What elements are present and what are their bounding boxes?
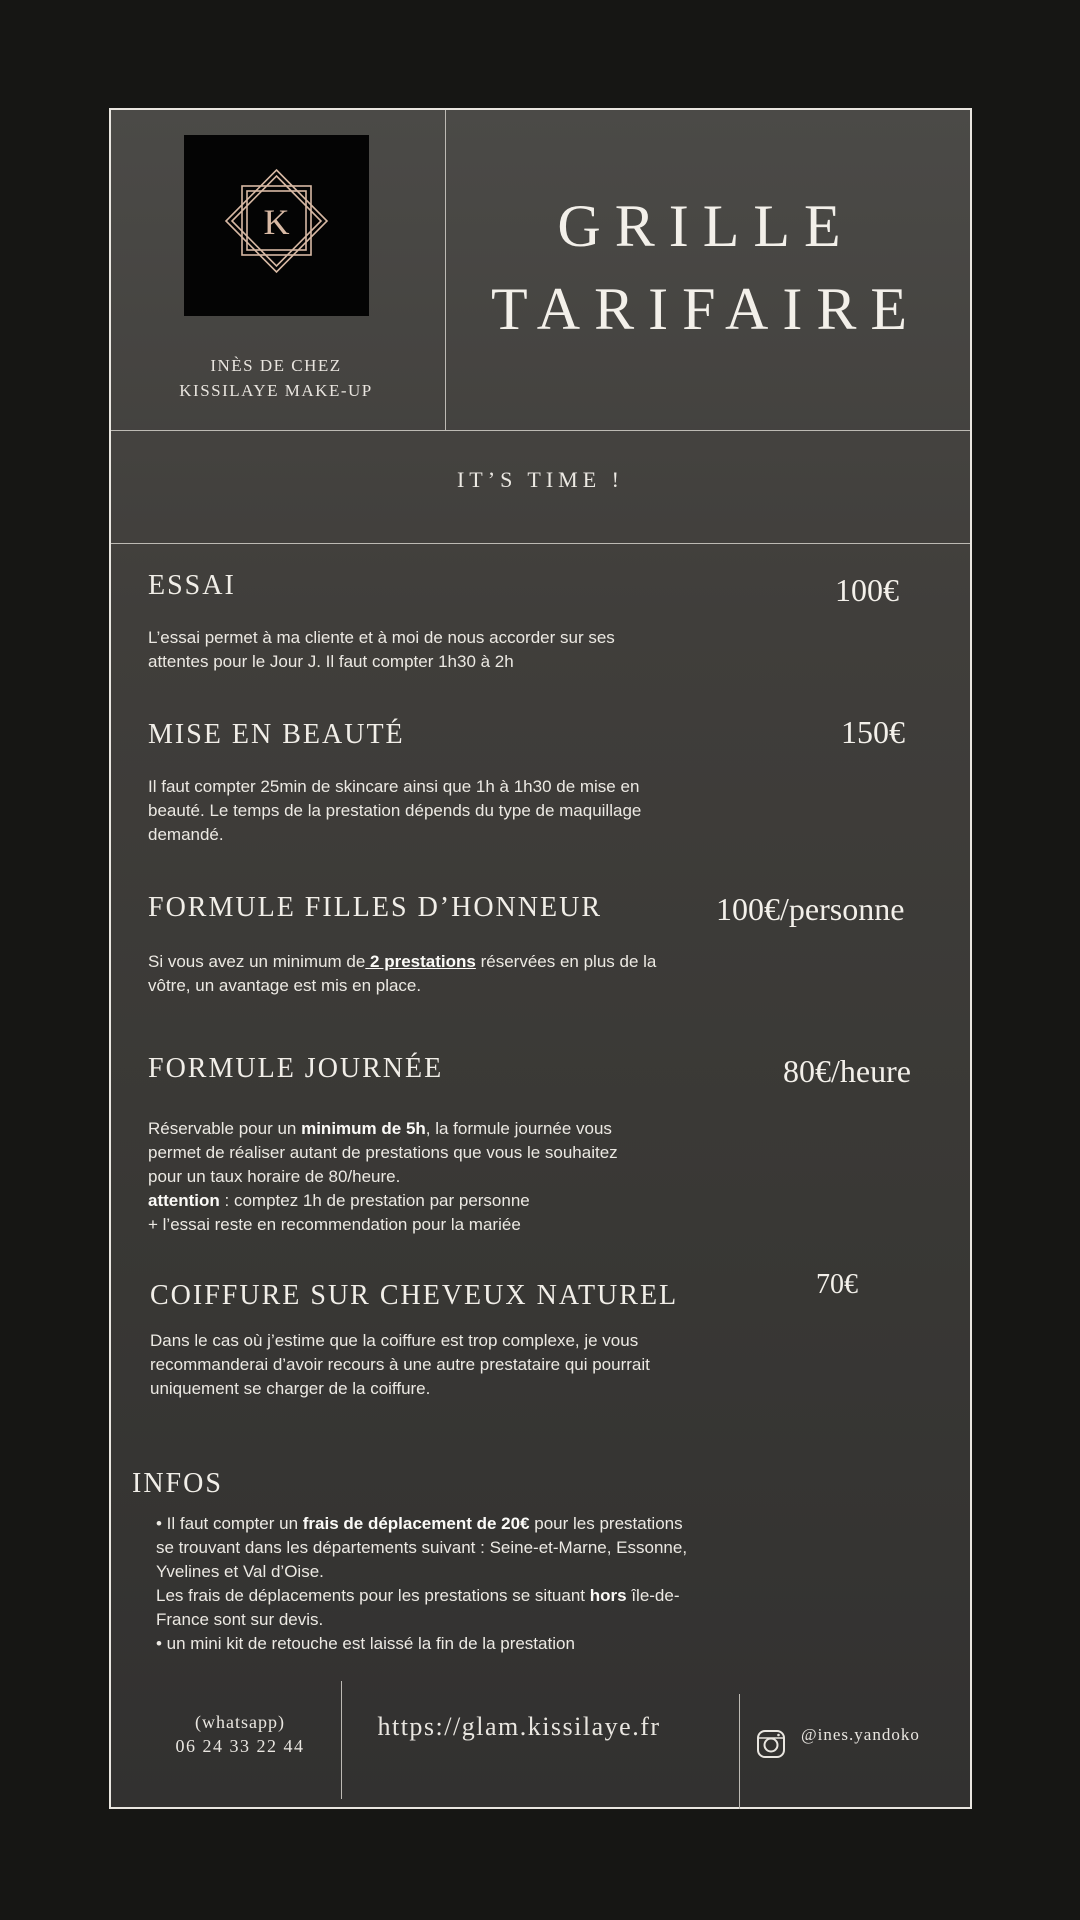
desc-line: vôtre, un avantage est mis en place. bbox=[148, 976, 422, 995]
desc-bold: frais de déplacement de 20€ bbox=[302, 1514, 530, 1533]
desc-bold: hors bbox=[589, 1586, 627, 1605]
instagram-icon[interactable] bbox=[756, 1729, 786, 1759]
service-title-coiffure: COIFFURE SUR CHEVEUX NATUREL bbox=[150, 1280, 679, 1311]
desc-text: , la formule journée vous bbox=[425, 1119, 612, 1138]
desc-line: recommanderai d’avoir recours à une autre prestataire qui pourrait bbox=[150, 1355, 650, 1374]
service-price-coiffure: 70€ bbox=[816, 1269, 858, 1300]
desc-line bbox=[148, 950, 656, 974]
desc-text: réservées en plus de la bbox=[475, 952, 657, 971]
desc-line bbox=[148, 1189, 618, 1213]
brand-line-2: KISSILAYE MAKE-UP bbox=[179, 381, 373, 400]
desc-line: uniquement se charger de la coiffure. bbox=[150, 1379, 431, 1398]
desc-bold: minimum de 5h bbox=[301, 1119, 426, 1138]
desc-line: • un mini kit de retouche est laissé la fin de la prestation bbox=[156, 1634, 575, 1653]
desc-text: Si vous avez un minimum de bbox=[148, 952, 366, 971]
desc-line: se trouvant dans les départements suivant : Seine-et-Marne, Essonne, bbox=[156, 1538, 688, 1557]
service-desc-mise-en-beaute bbox=[148, 775, 641, 847]
service-desc-essai bbox=[148, 626, 615, 674]
desc-line: L’essai permet à ma cliente et à moi de nous accorder sur ses bbox=[148, 628, 615, 647]
infos-text bbox=[156, 1512, 687, 1656]
tagline: IT’S TIME ! bbox=[456, 467, 625, 492]
price-list-card bbox=[109, 108, 972, 1809]
desc-line: Il faut compter 25min de skincare ainsi que 1h à 1h30 de mise en bbox=[148, 777, 640, 796]
service-desc-coiffure bbox=[150, 1329, 650, 1401]
instagram-handle[interactable]: @ines.yandoko bbox=[801, 1725, 920, 1744]
desc-bold: attention bbox=[148, 1191, 220, 1210]
desc-line: demandé. bbox=[148, 825, 224, 844]
brand-line-1: INÈS DE CHEZ bbox=[210, 356, 342, 375]
brand-logo bbox=[184, 135, 369, 316]
desc-text: Réservable pour un bbox=[148, 1119, 302, 1138]
title-line-1: GRILLE bbox=[557, 193, 855, 259]
desc-line: France sont sur devis. bbox=[156, 1610, 324, 1629]
desc-highlight: 2 prestations bbox=[365, 952, 476, 971]
divider bbox=[111, 430, 970, 431]
desc-text: • Il faut compter un bbox=[156, 1514, 303, 1533]
service-desc-formule-journee bbox=[148, 1117, 618, 1237]
desc-line bbox=[156, 1512, 687, 1536]
desc-line: pour un taux horaire de 80/heure. bbox=[148, 1167, 401, 1186]
service-desc-filles-honneur bbox=[148, 950, 656, 998]
service-title-formule-journee: FORMULE JOURNÉE bbox=[148, 1053, 444, 1084]
service-title-mise-en-beaute: MISE EN BEAUTÉ bbox=[148, 719, 405, 750]
desc-line: Dans le cas où j’estime que la coiffure est trop complexe, je vous bbox=[150, 1331, 639, 1350]
website-link[interactable]: https://glam.kissilaye.fr bbox=[377, 1712, 661, 1741]
service-title-filles-honneur: FORMULE FILLES D’HONNEUR bbox=[148, 892, 602, 923]
service-price-mise-en-beaute: 150€ bbox=[841, 714, 905, 750]
desc-line: permet de réaliser autant de prestations que vous le souhaitez bbox=[148, 1143, 618, 1162]
desc-line: Yvelines et Val d’Oise. bbox=[156, 1562, 324, 1581]
phone-number[interactable]: 06 24 33 22 44 bbox=[175, 1736, 305, 1756]
footer-divider bbox=[341, 1681, 342, 1799]
desc-text: île-de- bbox=[626, 1586, 680, 1605]
desc-line bbox=[148, 1117, 618, 1141]
footer-divider bbox=[739, 1694, 740, 1809]
desc-line: beauté. Le temps de la prestation dépends du type de maquillage bbox=[148, 801, 642, 820]
desc-line: + l’essai reste en recommendation pour la mariée bbox=[148, 1215, 521, 1234]
desc-text: : comptez 1h de prestation par personne bbox=[219, 1191, 530, 1210]
desc-line bbox=[156, 1584, 687, 1608]
infos-title: INFOS bbox=[132, 1468, 223, 1499]
service-price-filles-honneur: 100€/personne bbox=[716, 891, 905, 927]
service-price-formule-journee: 80€/heure bbox=[783, 1053, 911, 1089]
logo-emblem-icon bbox=[184, 135, 369, 316]
service-title-essai: ESSAI bbox=[148, 570, 236, 601]
desc-line: attentes pour le Jour J. Il faut compter 1h30 à 2h bbox=[148, 652, 514, 671]
brand-name bbox=[151, 353, 401, 403]
title-line-2: TARIFAIRE bbox=[490, 276, 922, 342]
whatsapp-label: (whatsapp) bbox=[195, 1712, 285, 1732]
divider bbox=[111, 543, 970, 544]
desc-text: Les frais de déplacements pour les prestations se situant bbox=[156, 1586, 590, 1605]
logo-letter: K bbox=[263, 202, 290, 242]
desc-text: pour les prestations bbox=[529, 1514, 683, 1533]
page-title bbox=[441, 185, 971, 351]
service-price-essai: 100€ bbox=[835, 572, 899, 608]
